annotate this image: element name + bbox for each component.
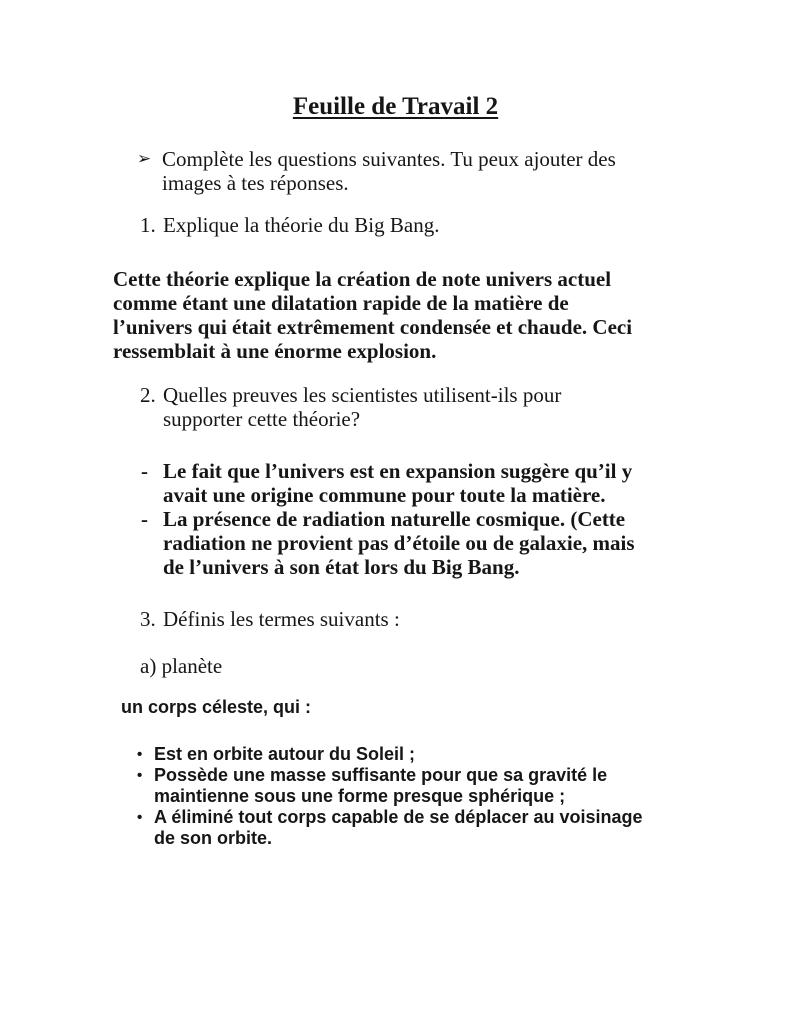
question-2-text xyxy=(163,383,561,431)
question-3 xyxy=(113,607,731,631)
evidence-item-text xyxy=(163,507,635,579)
text-line: images à tes réponses. xyxy=(162,171,349,195)
definition-item-text xyxy=(154,807,643,849)
text-line: Cette théorie explique la création de note univers actuel xyxy=(113,267,612,291)
text-line: de l’univers à son état lors du Big Bang. xyxy=(163,555,520,579)
question-2 xyxy=(113,383,731,431)
dash-bullet: - xyxy=(141,507,148,531)
disc-bullet: • xyxy=(137,809,143,826)
question-1-number: 1. xyxy=(140,213,156,237)
instruction-text xyxy=(162,147,616,195)
text-line: Est en orbite autour du Soleil ; xyxy=(154,744,416,764)
text-line: maintienne sous une forme presque sphérique ; xyxy=(154,786,566,806)
disc-bullet: • xyxy=(137,767,143,784)
definition-item xyxy=(113,765,731,807)
page-title xyxy=(0,92,791,122)
instruction-item xyxy=(113,147,731,195)
text-line: Le fait que l’univers est en expansion suggère qu’il y xyxy=(163,459,633,483)
text-line: A éliminé tout corps capable de se déplacer au voisinage xyxy=(154,807,643,827)
text-line: La présence de radiation naturelle cosmique. (Cette xyxy=(163,507,626,531)
text-line: un corps céleste, qui : xyxy=(121,697,312,717)
definition-item-text xyxy=(154,765,607,807)
definition-item xyxy=(113,807,731,849)
text-line: comme étant une dilatation rapide de la matière de xyxy=(113,291,569,315)
question-1 xyxy=(113,213,731,237)
text-line: Possède une masse suffisante pour que sa gravité le xyxy=(154,765,608,785)
text-line: Complète les questions suivantes. Tu peux ajouter des xyxy=(162,147,616,171)
question-3-text xyxy=(163,607,400,631)
text-line: radiation ne provient pas d’étoile ou de galaxie, mais xyxy=(163,531,635,555)
text-line: Définis les termes suivants : xyxy=(163,607,400,631)
question-3-number: 3. xyxy=(140,607,156,631)
text-line: a) planète xyxy=(140,654,223,678)
term-a-label xyxy=(140,654,731,678)
text-line: de son orbite. xyxy=(154,828,273,848)
definition-bullet-list xyxy=(113,744,731,849)
dash-bullet: - xyxy=(141,459,148,483)
text-line: l’univers qui était extrêmement condensée et chaude. Ceci xyxy=(113,315,633,339)
disc-bullet: • xyxy=(137,746,143,763)
text-line: ressemblait à une énorme explosion. xyxy=(113,339,437,363)
text-line: supporter cette théorie? xyxy=(163,407,361,431)
answer-2-list xyxy=(113,459,731,579)
page-title-text: Feuille de Travail 2 xyxy=(292,93,499,120)
text-line: Explique la théorie du Big Bang. xyxy=(163,213,440,237)
question-2-number: 2. xyxy=(140,383,156,407)
answer-1-paragraph xyxy=(113,267,731,363)
evidence-item xyxy=(113,507,731,579)
arrowhead-bullet-icon: ➢ xyxy=(137,149,152,169)
question-1-text xyxy=(163,213,439,237)
definition-item xyxy=(113,744,731,765)
definition-item-text xyxy=(154,744,415,765)
evidence-item-text xyxy=(163,459,632,507)
text-line: avait une origine commune pour toute la matière. xyxy=(163,483,606,507)
text-line: Quelles preuves les scientistes utilisent-ils pour xyxy=(163,383,562,407)
definition-intro xyxy=(121,697,731,718)
evidence-item xyxy=(113,459,731,507)
